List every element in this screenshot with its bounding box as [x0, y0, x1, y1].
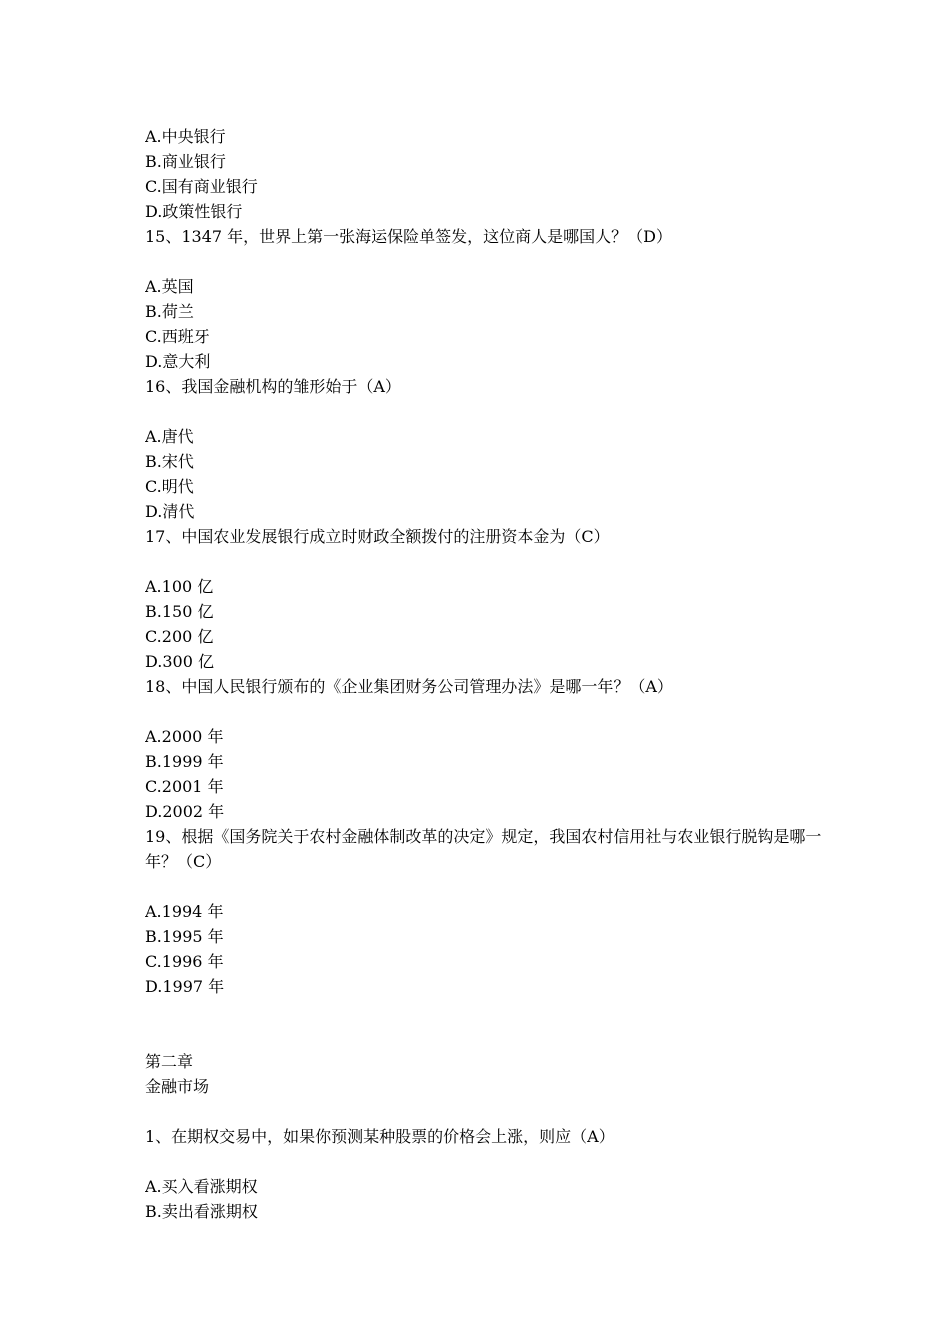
- document-body: [145, 124, 825, 1224]
- q14-option-b: B.商业银行: [145, 152, 226, 171]
- q15-option-a: A.英国: [145, 277, 194, 296]
- q18-option-a: A.2000 年: [145, 727, 224, 746]
- q19-question: 19、根据《国务院关于农村金融体制改革的决定》规定，我国农村信用社与农业银行脱钩是哪一年？（C）: [145, 827, 822, 871]
- q19-option-a: A.1994 年: [145, 902, 224, 921]
- q14-option-d: D.政策性银行: [145, 202, 243, 221]
- q17-option-c: C.200 亿: [145, 627, 214, 646]
- q16-option-b: B.宋代: [145, 452, 194, 471]
- q19-option-b: B.1995 年: [145, 927, 224, 946]
- ch2-q1-option-b: B.卖出看涨期权: [145, 1202, 258, 1221]
- chapter-number: 第二章: [145, 1052, 194, 1071]
- q17-question: 17、中国农业发展银行成立时财政全额拨付的注册资本金为（C）: [145, 527, 610, 546]
- q14-option-a: A.中央银行: [145, 127, 226, 146]
- q18-option-b: B.1999 年: [145, 752, 224, 771]
- q17-option-a: A.100 亿: [145, 577, 214, 596]
- q17-option-d: D.300 亿: [145, 652, 214, 671]
- q15-option-d: D.意大利: [145, 352, 211, 371]
- q16-option-c: C.明代: [145, 477, 194, 496]
- q18-question: 18、中国人民银行颁布的《企业集团财务公司管理办法》是哪一年？（A）: [145, 677, 673, 696]
- q16-option-d: D.清代: [145, 502, 195, 521]
- q15-option-c: C.西班牙: [145, 327, 210, 346]
- chapter-title: 金融市场: [145, 1077, 210, 1096]
- q18-option-c: C.2001 年: [145, 777, 224, 796]
- q19-option-d: D.1997 年: [145, 977, 225, 996]
- q15-option-b: B.荷兰: [145, 302, 194, 321]
- q17-option-b: B.150 亿: [145, 602, 214, 621]
- q16-question: 16、我国金融机构的雏形始于（A）: [145, 377, 401, 396]
- q15-question: 15、1347 年，世界上第一张海运保险单签发，这位商人是哪国人？（D）: [145, 227, 672, 246]
- q19-option-c: C.1996 年: [145, 952, 224, 971]
- q14-option-c: C.国有商业银行: [145, 177, 258, 196]
- ch2-q1-option-a: A.买入看涨期权: [145, 1177, 258, 1196]
- q16-option-a: A.唐代: [145, 427, 194, 446]
- ch2-q1-question: 1、在期权交易中，如果你预测某种股票的价格会上涨，则应（A）: [145, 1127, 615, 1146]
- q18-option-d: D.2002 年: [145, 802, 225, 821]
